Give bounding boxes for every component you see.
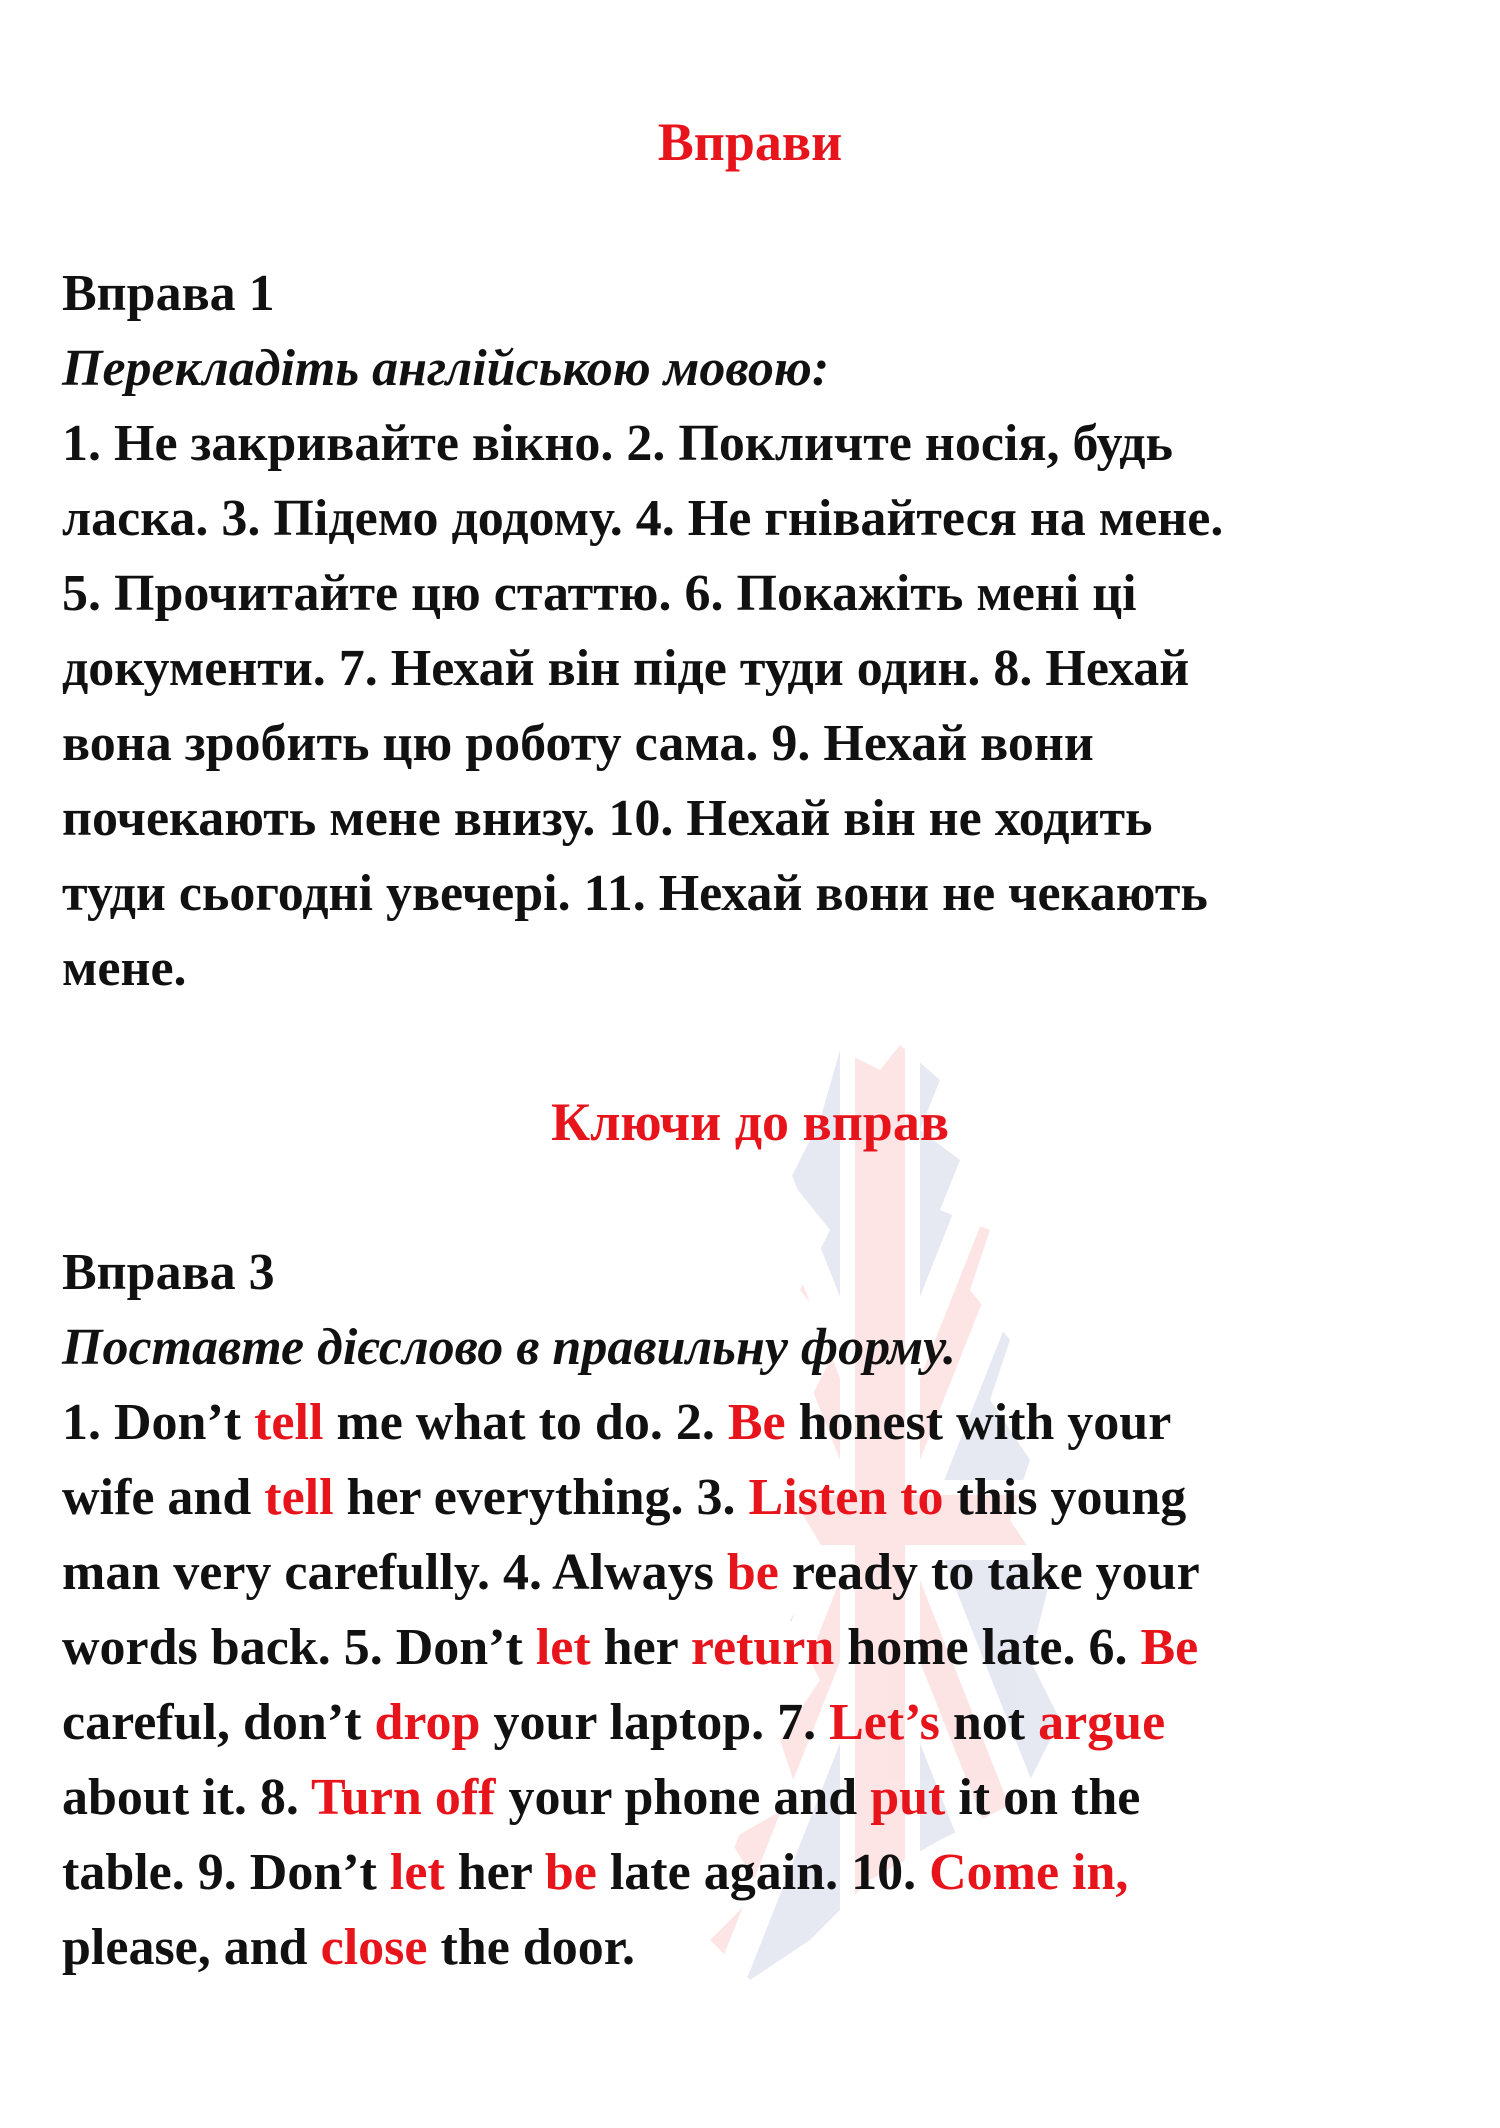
exercise-1-line: вона зробить цю роботу сама. 9. Нехай вони	[62, 715, 1094, 772]
answer-highlight: be	[726, 1544, 779, 1601]
answer-text: man very carefully. 4. Always	[62, 1544, 727, 1601]
answer-text: please, and	[62, 1919, 321, 1976]
answer-highlight: tell	[264, 1469, 334, 1526]
answer-text: your phone and	[495, 1769, 871, 1826]
exercise-3-line	[62, 1610, 1482, 1685]
answer-highlight: let	[389, 1844, 445, 1901]
answer-text: this young	[943, 1469, 1187, 1526]
exercise-3-line	[62, 1685, 1482, 1760]
exercise-1-line: мене.	[62, 940, 187, 997]
answer-highlight: Be	[727, 1394, 786, 1451]
exercise-1-line: 1. Не закривайте вікно. 2. Покличте носія, будь	[62, 415, 1174, 472]
exercise-1-line: 5. Прочитайте цю статтю. 6. Покажіть мені ці	[62, 565, 1137, 622]
answer-highlight: return	[690, 1619, 835, 1676]
answer-highlight: tell	[254, 1394, 324, 1451]
answer-text: table. 9. Don’t	[62, 1844, 390, 1901]
answer-text: wife and	[62, 1469, 265, 1526]
answer-highlight: let	[535, 1619, 591, 1676]
answer-highlight: Be	[1140, 1619, 1199, 1676]
exercise-1-line: ласка. 3. Підемо додому. 4. Не гнівайтеся на мене.	[62, 490, 1224, 547]
answer-text: words back. 5. Don’t	[62, 1619, 536, 1676]
exercise-1-instruction: Перекладіть англійською мовою:	[62, 340, 830, 397]
answer-text: her everything. 3.	[333, 1469, 749, 1526]
exercise-3-line	[62, 1460, 1482, 1535]
answer-text: the door.	[427, 1919, 635, 1976]
exercise-3	[62, 1235, 1482, 1985]
exercise-3-instruction: Поставте дієслово в правильну форму.	[62, 1319, 956, 1376]
exercise-3-line	[62, 1910, 1482, 1985]
answer-highlight: be	[544, 1844, 597, 1901]
answer-text: ready to take your	[778, 1544, 1200, 1601]
answer-text: her	[590, 1619, 691, 1676]
answer-text: not	[939, 1694, 1039, 1751]
exercise-3-line	[62, 1835, 1482, 1910]
answer-text: 1. Don’t	[62, 1394, 255, 1451]
exercise-3-line	[62, 1385, 1482, 1460]
exercise-3-line	[62, 1535, 1482, 1610]
answer-highlight: close	[320, 1919, 428, 1976]
answer-text: honest with your	[785, 1394, 1172, 1451]
exercise-3-line	[62, 1760, 1482, 1835]
answer-text: it on the	[945, 1769, 1141, 1826]
answer-highlight: Turn off	[310, 1769, 496, 1826]
answer-text: careful, don’t	[62, 1694, 375, 1751]
answer-text: me what to do. 2.	[323, 1394, 728, 1451]
exercise-1-title: Вправа 1	[62, 265, 275, 322]
exercise-1-line: туди сьогодні увечері. 11. Нехай вони не чекають	[62, 865, 1208, 922]
answer-keys-title: Ключи до вправ	[550, 1092, 949, 1152]
answer-highlight: put	[870, 1769, 946, 1826]
answer-highlight: Come in,	[929, 1844, 1129, 1901]
answer-text: your laptop. 7.	[480, 1694, 830, 1751]
answer-text: late again. 10.	[596, 1844, 930, 1901]
exercise-1-line: документи. 7. Нехай він піде туди один. 8. Нехай	[62, 640, 1190, 697]
exercise-1-line: почекають мене внизу. 10. Нехай він не ходить	[62, 790, 1153, 847]
answer-text: about it. 8.	[62, 1769, 311, 1826]
answer-text: her	[444, 1844, 545, 1901]
exercise-1	[62, 256, 1482, 1006]
answer-highlight: argue	[1038, 1694, 1166, 1751]
answer-text: home late. 6.	[834, 1619, 1141, 1676]
answer-highlight: Listen to	[748, 1469, 944, 1526]
exercise-3-title: Вправа 3	[62, 1244, 275, 1301]
page-title: Вправи	[657, 112, 843, 172]
answer-highlight: Let’s	[829, 1694, 940, 1751]
answer-highlight: drop	[374, 1694, 481, 1751]
